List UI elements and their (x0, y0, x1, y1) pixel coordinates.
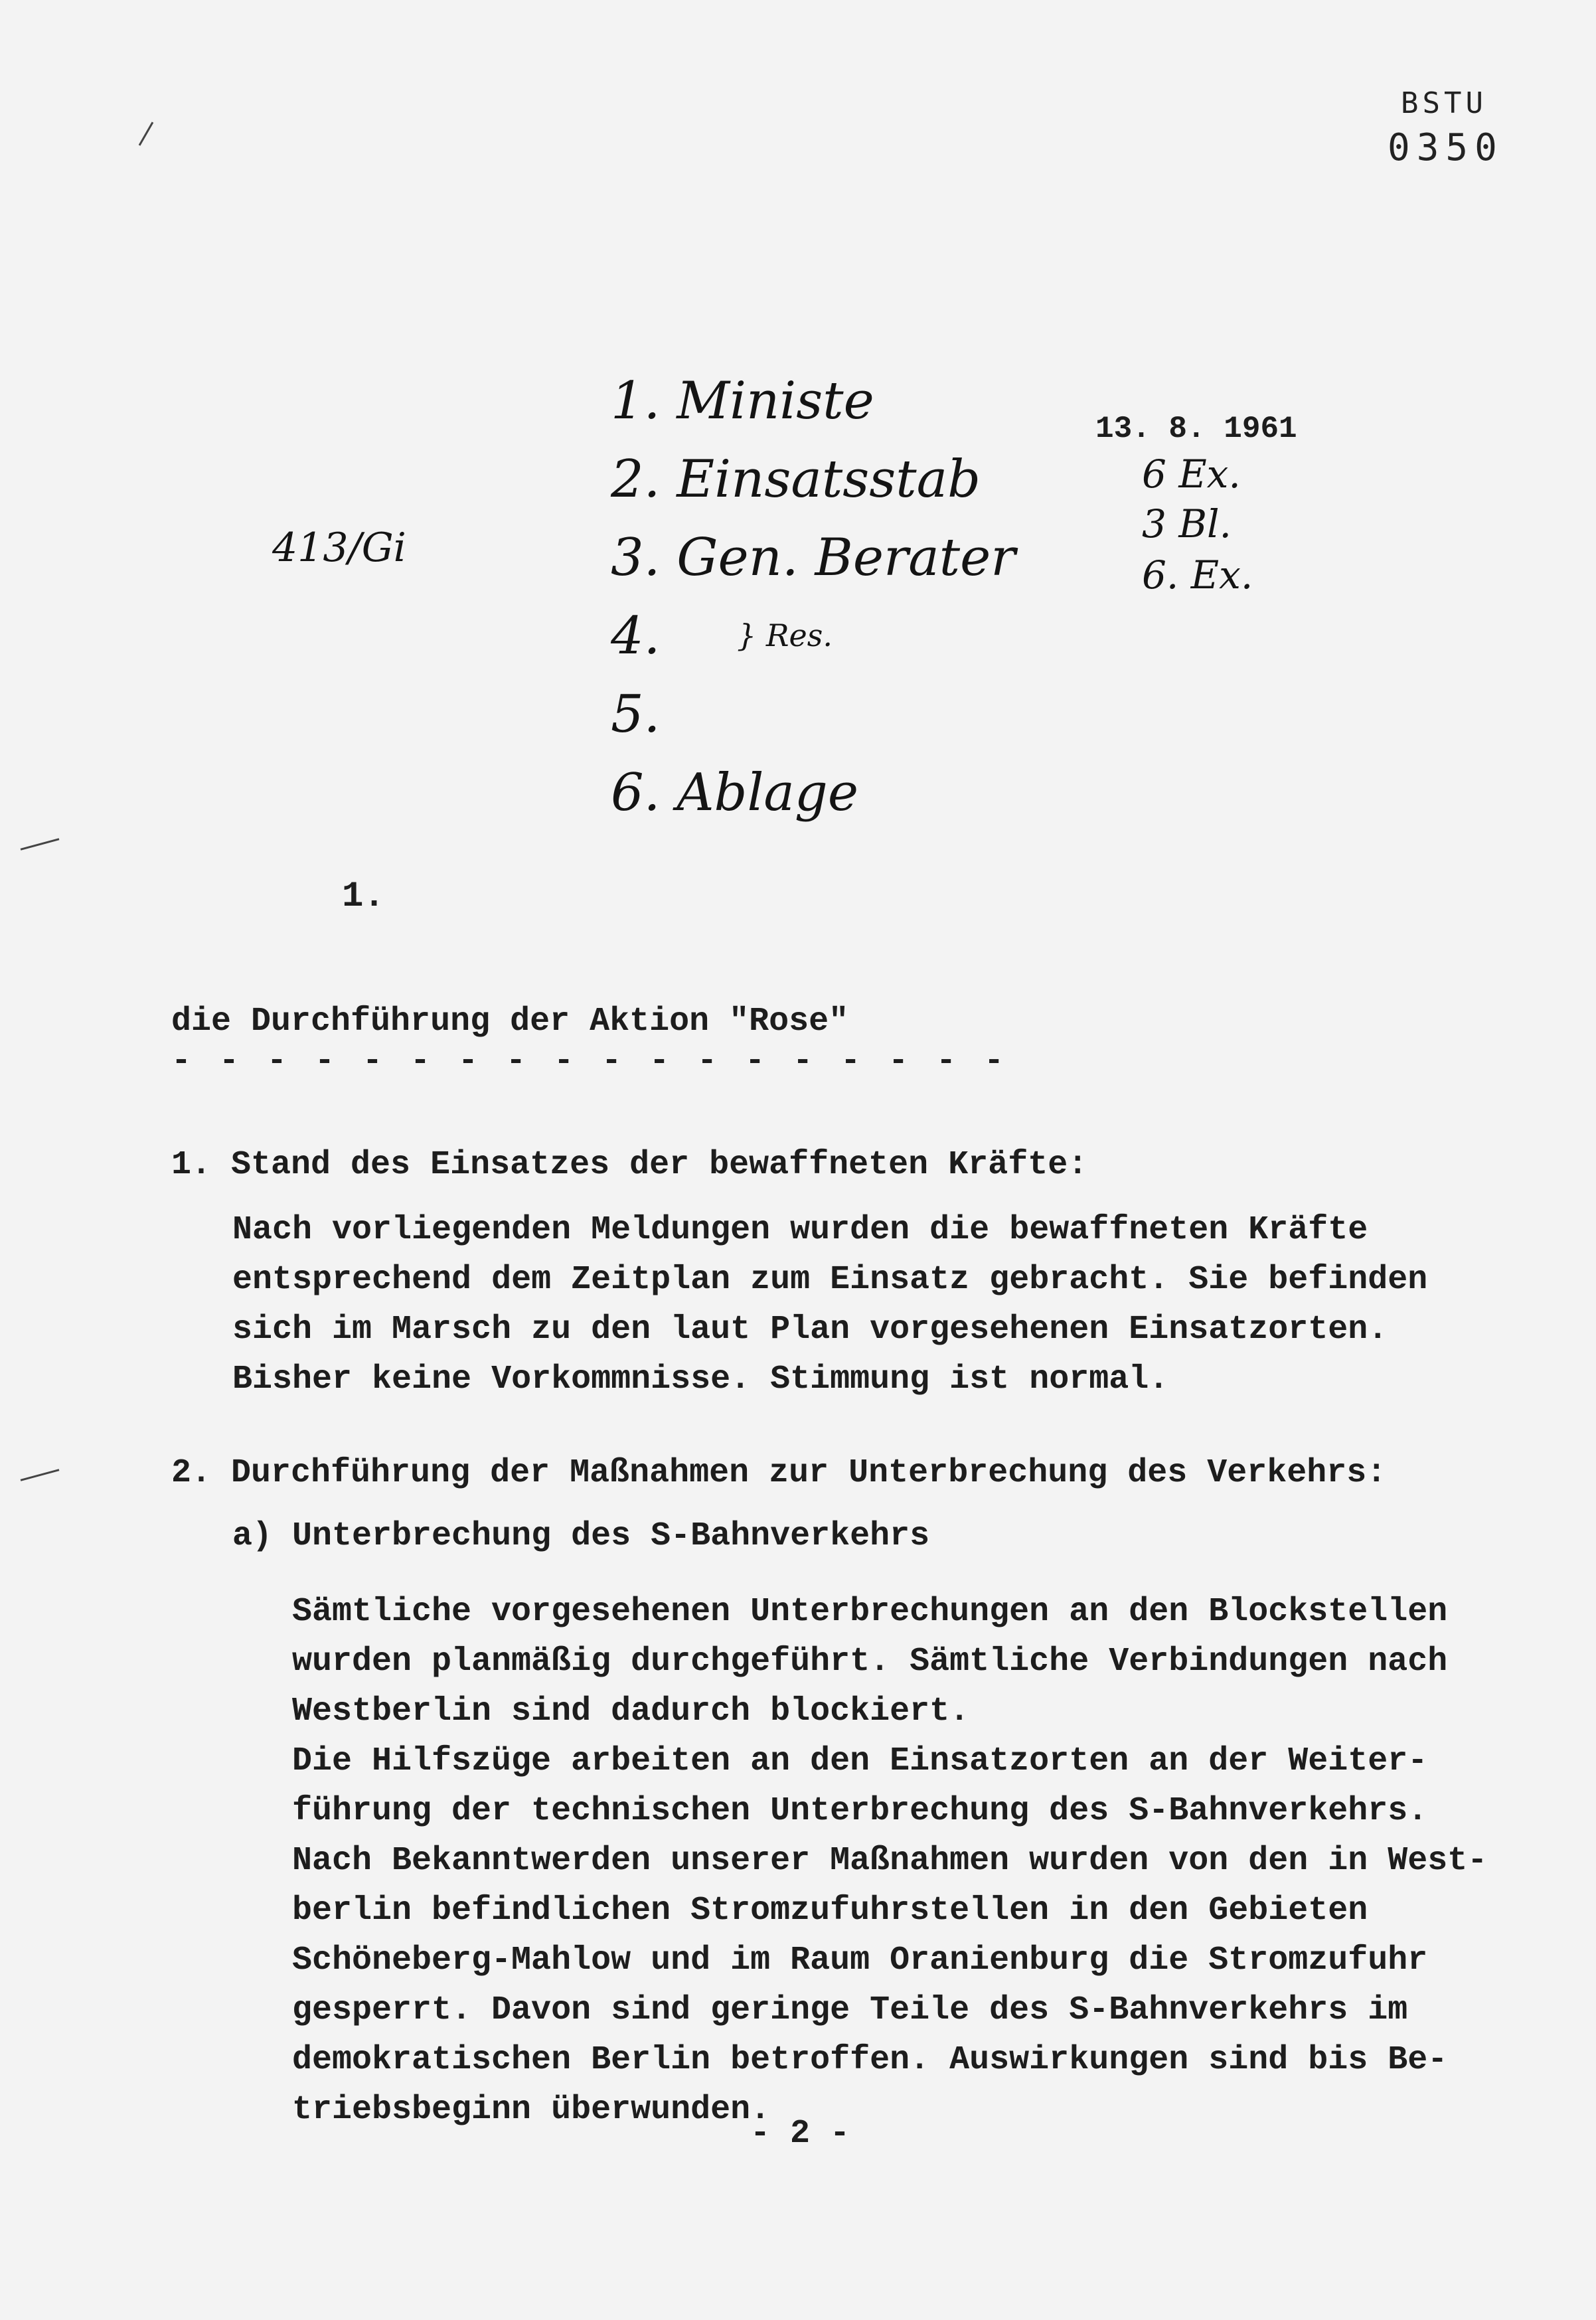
distribution-item: 4. (611, 606, 661, 666)
distribution-item: 2. Einsatsstab (611, 450, 981, 509)
distribution-item: 6. Ablage (611, 763, 859, 823)
reference-note: 413/Gi (272, 525, 406, 571)
section-heading: 2. Durchführung der Maßnahmen zur Unterbrechung des Verkehrs: (171, 1454, 1387, 1492)
margin-mark (21, 1469, 60, 1481)
body-line: Sämtliche vorgesehenen Unterbrechungen an den Blockstellen (292, 1593, 1448, 1631)
body-line: Westberlin sind dadurch blockiert. (292, 1693, 970, 1730)
distribution-item: 3. Gen. Berater (611, 528, 1016, 588)
archive-stamp: BSTU (1401, 86, 1487, 120)
copy-note: 3 Bl. (1142, 501, 1232, 546)
distribution-list (611, 362, 1016, 832)
body-line: gesperrt. Davon sind geringe Teile des S-Bahnverkehrs im (292, 1991, 1408, 2029)
page-label: 1. (342, 876, 385, 917)
body-line: Nach Bekanntwerden unserer Maßnahmen wurden von den in West- (292, 1842, 1488, 1880)
archive-number: 0350 (1388, 126, 1504, 169)
section-body (292, 1587, 1487, 2135)
section-body (232, 1205, 1427, 1404)
title-underline: - - - - - - - - - - - - - - - - - - (171, 1042, 1008, 1080)
next-page-marker: - 2 - (750, 2115, 850, 2153)
margin-mark (139, 122, 154, 145)
body-line: demokratischen Berlin betroffen. Auswirkungen sind bis Be- (292, 2041, 1448, 2079)
distribution-item: 5. (611, 685, 661, 744)
distribution-item: 1. Ministe (611, 371, 874, 431)
copy-note: 6. Ex. (1142, 552, 1253, 598)
res-note: } Res. (737, 618, 833, 653)
body-line: Die Hilfszüge arbeiten an den Einsatzorten an der Weiter- (292, 1742, 1428, 1780)
body-line: entsprechend dem Zeitplan zum Einsatz gebracht. Sie befinden (232, 1261, 1428, 1299)
body-line: berlin befindlichen Stromzufuhrstellen in den Gebieten (292, 1892, 1368, 1930)
body-line: triebsbeginn überwunden. (292, 2091, 771, 2129)
copy-note: 6 Ex. (1142, 452, 1241, 497)
subsection-heading: a) Unterbrechung des S-Bahnverkehrs (232, 1517, 930, 1555)
body-line: führung der technischen Unterbrechung des S-Bahnverkehrs. (292, 1792, 1428, 1830)
body-line: Schöneberg-Mahlow und im Raum Oranienburg die Stromzufuhr (292, 1942, 1428, 1979)
margin-mark (21, 838, 60, 850)
body-line: Nach vorliegenden Meldungen wurden die bewaffneten Kräfte (232, 1211, 1368, 1249)
section-heading: 1. Stand des Einsatzes der bewaffneten Kräfte: (171, 1146, 1088, 1184)
document-date: 13. 8. 1961 (1095, 412, 1297, 446)
document-title: die Durchführung der Aktion "Rose" (171, 1003, 849, 1040)
body-line: wurden planmäßig durchgeführt. Sämtliche Verbindungen nach (292, 1643, 1448, 1681)
body-line: sich im Marsch zu den laut Plan vorgesehenen Einsatzorten. (232, 1311, 1388, 1349)
body-line: Bisher keine Vorkommnisse. Stimmung ist normal. (232, 1361, 1169, 1398)
